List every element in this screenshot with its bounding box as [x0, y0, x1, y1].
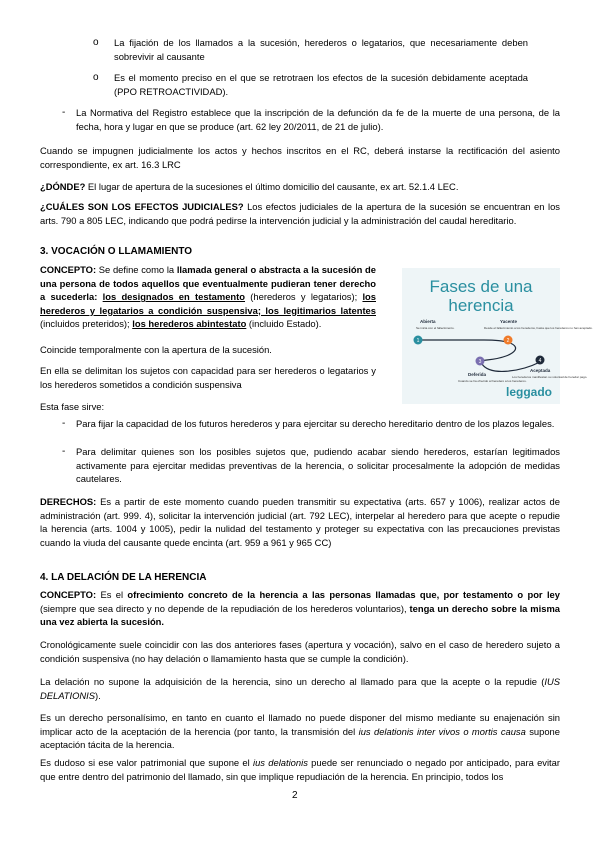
section-3-heading: 3. VOCACIÓN O LLAMAMIENTO: [40, 246, 193, 257]
crono-paragraph: Cronológicamente suele coincidir con las dos anteriores fases (apertura y vocación), salvo en el caso de heredero sujeto a condición suspensiva (no hay delación o llamamiento hasta que se cumple la condición).: [40, 639, 560, 664]
stage-deferida-desc: Cuando se ha ofrecido al heredero a los herederos.: [458, 379, 527, 383]
text-run: (incluido Estado).: [246, 318, 322, 329]
stage-abierta-desc: Se inicia con el fallecimiento.: [416, 326, 455, 330]
delacion-paragraph: [40, 675, 560, 702]
stage-3-number: 3: [478, 359, 482, 365]
personal-paragraph: [40, 711, 560, 752]
text-run: Se define como la: [96, 264, 177, 275]
bold-run: ofrecimiento concreto de la herencia a las personas llamadas que, por testamento o por ley: [127, 589, 560, 600]
text-run: (herederos y legatarios);: [245, 291, 363, 302]
stage-4-number: 4: [538, 358, 542, 364]
concepto-3-paragraph: [40, 263, 376, 331]
concepto-label: CONCEPTO:: [40, 264, 97, 275]
estafase-paragraph: Esta fase sirve:: [40, 401, 105, 412]
section-4-heading: 4. LA DELACIÓN DE LA HERENCIA: [40, 572, 207, 583]
circle-bullet-icon: o: [93, 37, 99, 48]
bold-run: llamada general o abstracta a la sucesión de una persona de todos aquellos que eventualmente pudieran tener derecho a sucederla:: [40, 264, 376, 302]
underlined-run: los herederos abintestato: [132, 318, 247, 329]
underlined-run: los herederos y legatarios a condición suspensiva; los legitimarios latentes: [40, 291, 376, 316]
efectos-paragraph: [40, 200, 560, 227]
coincide-paragraph: Coincide temporalmente con la apertura de la sucesión.: [40, 344, 272, 355]
donde-text: El lugar de apertura de la sucesiones el último domicilio del causante, ex art. 52.1.4 LEC.: [85, 181, 459, 192]
text-run: (incluidos preteridos);: [40, 318, 133, 329]
figure-title-line2: herencia: [448, 296, 514, 315]
impugnen-paragraph: Cuando se impugnen judicialmente los actos y hechos inscritos en el RC, deberá instarse la rectificación del asiento correspondiente, ex art. 16.3 LRC: [40, 145, 560, 170]
stage-aceptada-label: Aceptada: [530, 368, 551, 373]
bold-run: tenga un derecho sobre la misma una vez abierta la sucesión.: [40, 602, 560, 627]
dash-bullet-icon: -: [62, 446, 66, 457]
donde-paragraph: [40, 180, 560, 194]
circle-bullet-icon: o: [93, 72, 99, 83]
stage-abierta-label: Abierta: [420, 319, 436, 324]
normativa-paragraph: La Normativa del Registro establece que la inscripción de la defunción da fe de la muerte de una persona, de la fecha, hora y lugar en que se produce (art. 62 ley 20/2011, de 21 de julio).: [76, 107, 560, 132]
stage-1-number: 1: [416, 338, 420, 344]
underlined-run: los designados en testamento: [102, 291, 246, 302]
derechos-paragraph: [40, 495, 560, 549]
fases-herencia-figure: [402, 268, 593, 404]
text-run: (siempre que sea directo y no depende de la repudiación de los herederos voluntarios),: [40, 602, 410, 614]
leggado-logo: leggado: [505, 385, 552, 399]
text-run: Es dudoso si ese valor patrimonial que supone el: [40, 757, 253, 768]
dash-bullet-icon: -: [62, 418, 66, 429]
stage-deferida-label: Deferida: [468, 372, 487, 377]
dash-bullet-icon: -: [62, 107, 66, 118]
donde-label: ¿DÓNDE?: [40, 181, 86, 192]
text-run: ).: [95, 689, 101, 701]
bullet-item: La fijación de los llamados a la sucesión, herederos o legatarios, que necesariamente deben sobrevivir al causante: [114, 37, 528, 62]
derechos-label: DERECHOS:: [40, 496, 97, 507]
stage-aceptada-desc: Los herederos manifiestan su voluntad de heredar pago.: [512, 375, 588, 379]
italic-run: ius delationis: [253, 757, 308, 768]
concepto-label: CONCEPTO:: [40, 589, 97, 600]
text-run: supone aceptación tácita de la herencia.: [40, 725, 560, 750]
efectos-label: ¿CUÁLES SON LOS EFECTOS JUDICIALES?: [40, 201, 244, 212]
concepto-4-paragraph: [40, 588, 560, 629]
text-run: Es un derecho personalísimo, en tanto en cuanto el llamado no puede disponer del mismo mediante su enajenación sin implicar acto de la aceptación de la herencia (por tanto, la transmisión del: [40, 712, 560, 737]
derechos-text: Es a partir de este momento cuando pueden transmitir su expectativa (arts. 657 y 1006), realizar actos de administración (art. 999. 4), solicitar la intervención judicial (art. 792 LEC), interpelar al heredero para que acepte o repudie la herencia (arts. 1004 y 1005), pedir la nulidad del testamento y proteger su expectativa con las precauciones previstas cuando la viuda del causante quede encinta (art. 959 a 961 y 965 CC): [40, 496, 560, 548]
figure-title-line1: Fases de una: [429, 277, 533, 296]
text-run: puede ser renunciado o negado por anticipado, para evitar que entre dentro del patrimonio del llamado, sin que implique repudiación de la herencia. En principio, todos los: [40, 757, 560, 782]
page-number: 2: [292, 790, 298, 801]
efectos-text: Los efectos judiciales de la apertura de la sucesión se encuentran en los arts. 790 a 805 LEC, indicando que podrá pedirse la intervención judicial y la administración del caudal hereditario.: [40, 201, 560, 226]
dudoso-paragraph: [40, 756, 560, 783]
text-run: Es el: [96, 589, 128, 600]
dash-item: Para fijar la capacidad de los futuros herederos y para ejercitar su derecho hereditario dentro de los plazos legales.: [76, 418, 555, 429]
dash-item: Para delimitar quienes son los posibles sujetos que, pudiendo acabar siendo herederos, estarían legitimados activamente para ejercitar medidas preventivas de la herencia, o solicitar procesalmente la adopción de medidas cautelares.: [76, 446, 560, 484]
italic-run: ius delationis inter vivos o mortis causa: [358, 725, 526, 737]
stage-yacente-desc: Desde el fallecimiento a los herederos, hasta que los herederos no han aceptado.: [484, 326, 593, 330]
text-run: La delación no supone la adquisición de la herencia, sino un derecho al llamado para que la acepte o la repudie (: [40, 676, 545, 687]
stage-yacente-label: Yacente: [500, 319, 518, 324]
stage-2-number: 2: [506, 338, 510, 344]
bullet-item: Es el momento preciso en el que se retrotraen los efectos de la sucesión debidamente aceptada (PPO RETROACTIVIDAD).: [114, 72, 528, 97]
italic-run: IUS DELATIONIS: [40, 676, 560, 701]
enella-paragraph: En ella se delimitan los sujetos con capacidad para ser herederos o legatarios y los herederos sometidos a condición suspensiva: [40, 365, 376, 390]
